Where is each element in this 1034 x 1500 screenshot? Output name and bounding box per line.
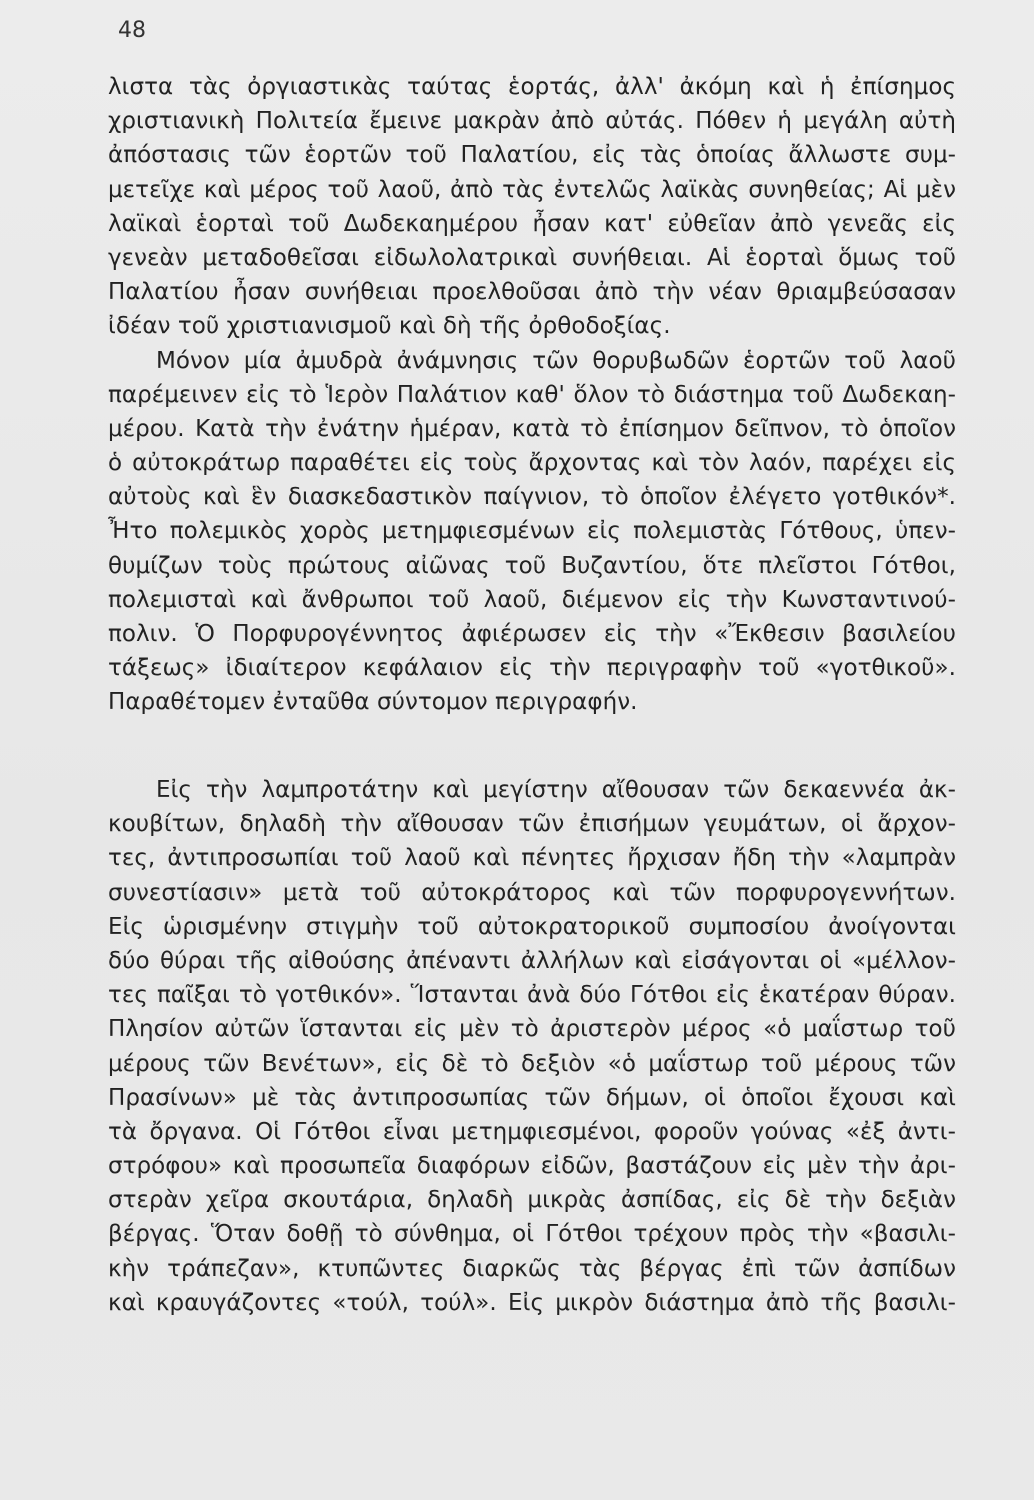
text-line: Πλησίον αὐτῶν ἵστανται εἰς μὲν τὸ ἀριστερὸν μέρος «ὁ μαΐστωρ τοῦ	[108, 1016, 956, 1043]
text-line: στρόφου» καὶ προσωπεῖα διαφόρων εἰδῶν, βαστάζουν εἰς μὲν τὴν ἀρι-	[108, 1153, 956, 1180]
text-line: τες, ἀντιπροσωπίαι τοῦ λαοῦ καὶ πένητες ἤρχισαν ἤδη τὴν «λαμπρὰν	[108, 845, 956, 872]
text-line: Εἰς ὡρισμένην στιγμὴν τοῦ αὐτοκρατορικοῦ συμποσίου ἀνοίγονται	[108, 913, 956, 940]
text-line: γενεὰν μεταδοθεῖσαι εἰδωλολατρικαὶ συνήθειαι. Αἱ ἑορταὶ ὅμως τοῦ	[108, 244, 956, 271]
text-line: δύο θύραι τῆς αἰθούσης ἀπέναντι ἀλλήλων καὶ εἰσάγονται οἱ «μέλλον-	[108, 947, 956, 974]
text-line: ἀπόστασις τῶν ἑορτῶν τοῦ Παλατίου, εἰς τὰς ὁποίας ἄλλωστε συμ-	[108, 142, 956, 169]
text-line: χριστιανικὴ Πολιτεία ἔμεινε μακρὰν ἀπὸ αὐτάς. Πόθεν ἡ μεγάλη αὐτὴ	[108, 108, 956, 135]
text-line: ἰδέαν τοῦ χριστιανισμοῦ καὶ δὴ τῆς ὀρθοδοξίας.	[108, 313, 671, 340]
text-line: Μόνον μία ἀμυδρὰ ἀνάμνησις τῶν θορυβωδῶν ἑορτῶν τοῦ λαοῦ	[156, 347, 956, 374]
text-line: Εἰς τὴν λαμπροτάτην καὶ μεγίστην αἴθουσαν τῶν δεκαεννέα ἀκ-	[156, 777, 956, 803]
text-line: λιστα τὰς ὀργιαστικὰς ταύτας ἑορτάς, ἀλλ' ἀκόμη καὶ ἡ ἐπίσημος	[108, 74, 956, 100]
page-number: 48	[118, 18, 146, 43]
text-line: μέρους τῶν Βενέτων», εἰς δὲ τὸ δεξιὸν «ὁ μαΐστωρ τοῦ μέρους τῶν	[108, 1050, 956, 1077]
text-block-upper	[108, 70, 956, 720]
text-line: συνεστίασιν» μετὰ τοῦ αὐτοκράτορος καὶ τῶν πορφυρογεννήτων.	[108, 879, 956, 906]
text-line: πολιν. Ὁ Πορφυρογέννητος ἀφιέρωσεν εἰς τὴν «Ἔκθεσιν βασιλείου	[108, 621, 956, 647]
text-line: πολεμισταὶ καὶ ἄνθρωποι τοῦ λαοῦ, διέμενον εἰς τὴν Κωνσταντινού-	[108, 586, 956, 613]
text-line: στερὰν χεῖρα σκουτάρια, δηλαδὴ μικρὰς ἀσπίδας, εἰς δὲ τὴν δεξιὰν	[108, 1187, 956, 1214]
paragraph-3	[108, 773, 956, 1320]
text-line: Ἦτο πολεμικὸς χορὸς μετημφιεσμένων εἰς πολεμιστὰς Γότθους, ὑπεν-	[108, 518, 956, 545]
text-line: μετεῖχε καὶ μέρος τοῦ λαοῦ, ἀπὸ τὰς ἐντελῶς λαϊκὰς συνηθείας; Αἱ μὲν	[108, 176, 956, 203]
text-block-lower	[108, 773, 956, 1320]
text-line: Παραθέτομεν ἐνταῦθα σύντομον περιγραφήν.	[108, 689, 638, 716]
text-line: καὶ κραυγάζοντες «τούλ, τούλ». Εἰς μικρὸν διάστημα ἀπὸ τῆς βασιλι-	[108, 1289, 956, 1316]
text-line: κουβίτων, δηλαδὴ τὴν αἴθουσαν τῶν ἐπισήμων γευμάτων, οἱ ἄρχον-	[108, 811, 956, 838]
paragraph-1	[108, 70, 956, 344]
text-line: τες παῖξαι τὸ γοτθικόν». Ἵστανται ἀνὰ δύο Γότθοι εἰς ἑκατέραν θύραν.	[108, 982, 956, 1009]
text-line: Πρασίνων» μὲ τὰς ἀντιπροσωπίας τῶν δήμων, οἱ ὁποῖοι ἔχουσι καὶ	[108, 1084, 956, 1111]
text-line: μέρου. Κατὰ τὴν ἐνάτην ἡμέραν, κατὰ τὸ ἐπίσημον δεῖπνον, τὸ ὁποῖον	[108, 415, 956, 442]
text-line: θυμίζων τοὺς πρώτους αἰῶνας τοῦ Βυζαντίου, ὅτε πλεῖστοι Γότθοι,	[108, 552, 956, 579]
text-line: κὴν τράπεζαν», κτυπῶντες διαρκῶς τὰς βέργας ἐπὶ τῶν ἀσπίδων	[108, 1255, 956, 1282]
text-line: παρέμεινεν εἰς τὸ Ἱερὸν Παλάτιον καθ' ὅλον τὸ διάστημα τοῦ Δωδεκαη-	[108, 381, 956, 408]
text-line: λαϊκαὶ ἑορταὶ τοῦ Δωδεκαημέρου ἦσαν κατ' εὐθεῖαν ἀπὸ γενεᾶς εἰς	[108, 210, 956, 237]
paragraph-2	[108, 344, 956, 720]
text-line: τάξεως» ἰδιαίτερον κεφάλαιον εἰς τὴν περιγραφὴν τοῦ «γοτθικοῦ».	[108, 655, 956, 682]
text-line: Παλατίου ἦσαν συνήθειαι προελθοῦσαι ἀπὸ τὴν νέαν θριαμβεύσασαν	[108, 279, 956, 306]
text-line: αὐτοὺς καὶ ἓν διασκεδαστικὸν παίγνιον, τὸ ὁποῖον ἐλέγετο γοτθικόν*.	[108, 484, 956, 511]
text-line: τὰ ὄργανα. Οἱ Γότθοι εἶναι μετημφιεσμένοι, φοροῦν γούνας «ἐξ ἀντι-	[108, 1118, 956, 1145]
text-line: βέργας. Ὅταν δοθῇ τὸ σύνθημα, οἱ Γότθοι τρέχουν πρὸς τὴν «βασιλι-	[108, 1221, 956, 1248]
text-line: ὁ αὐτοκράτωρ παραθέτει εἰς τοὺς ἄρχοντας καὶ τὸν λαόν, παρέχει εἰς	[108, 450, 956, 477]
